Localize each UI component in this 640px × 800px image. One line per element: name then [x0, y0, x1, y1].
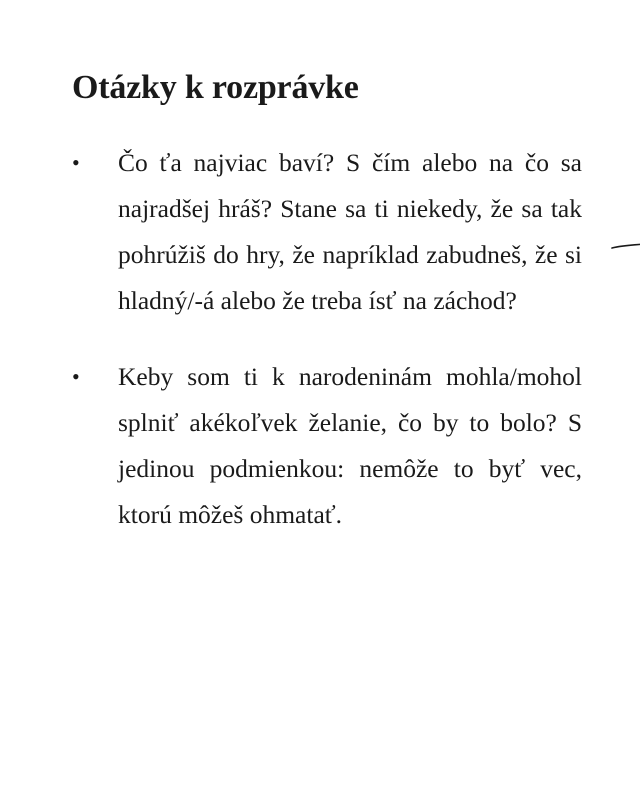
question-item	[72, 354, 592, 538]
bullet-icon: •	[72, 364, 80, 389]
pen-stroke-mark	[610, 240, 640, 252]
question-list	[72, 140, 592, 568]
question-text: Keby som ti k narodeninám mohla/mohol splniť akékoľvek želanie, čo by to bolo? S jedinou podmienkou: nemôže to byť vec, ktorú môžeš ohmatať.	[118, 362, 582, 529]
bullet-icon: •	[72, 150, 80, 175]
page-title: Otázky k rozprávke	[72, 69, 359, 106]
question-text: Čo ťa najviac baví? S čím alebo na čo sa najradšej hráš? Stane sa ti niekedy, že sa tak pohrúžiš do hry, že napríklad zabudneš, že si hladný/-á alebo že treba ísť na záchod?	[118, 148, 582, 315]
question-item	[72, 140, 592, 324]
